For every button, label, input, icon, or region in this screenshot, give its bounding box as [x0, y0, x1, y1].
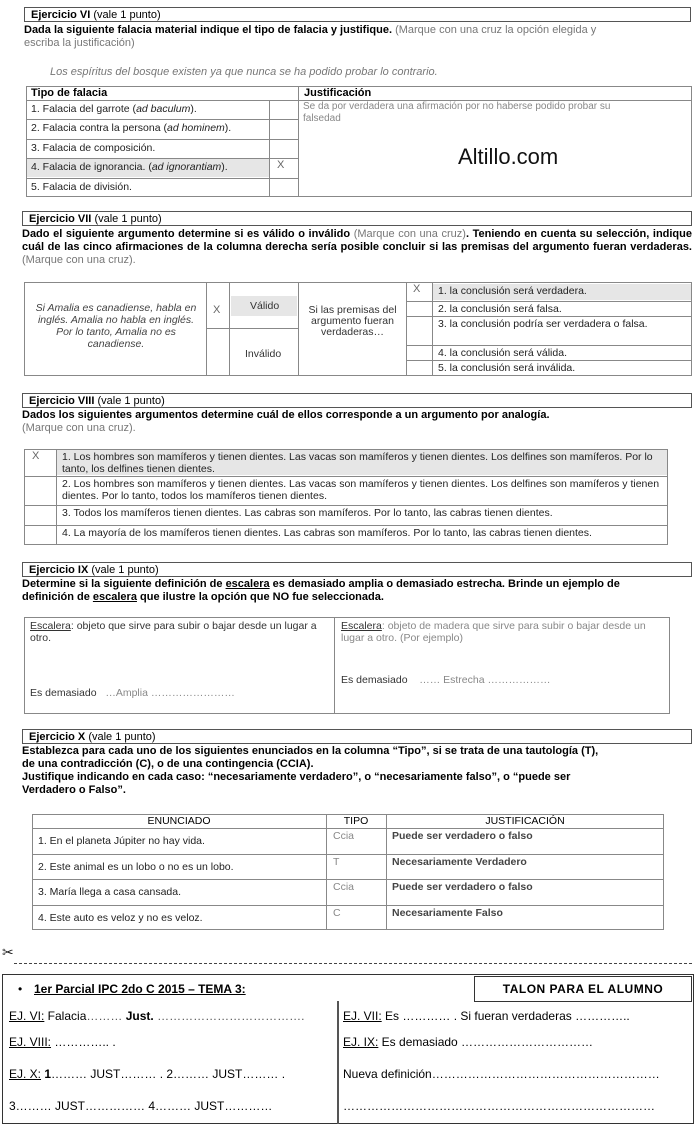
ej10-tipo[interactable]: T — [333, 855, 340, 868]
ej9-right-definition[interactable] — [341, 620, 661, 644]
ej9-right-answer-label: Es demasiado — [341, 674, 408, 686]
ej6-option-text: ). — [224, 122, 232, 135]
ej9-left-definition — [30, 620, 325, 644]
ej6-option-text: ). — [190, 103, 197, 115]
talon-ej7-label: EJ. VII: — [343, 1009, 382, 1023]
ej6-instr-light: (Marque con una cruz la opción elegida y escriba la justificación) — [24, 24, 597, 49]
ej6-option-text: 4. Falacia de ignorancia. ( — [31, 161, 152, 174]
ej10-justificacion[interactable]: Necesariamente Verdadero — [392, 855, 527, 868]
ej7-conclusion-option[interactable]: 3. la conclusión podría ser verdadera o falsa. — [438, 318, 648, 330]
ej7-conclusion-mark[interactable]: X — [413, 283, 421, 295]
divider — [386, 814, 387, 930]
ej10-instructions — [22, 745, 602, 797]
ej8-header-value: (vale 1 punto) — [97, 395, 165, 407]
talon-ej8[interactable] — [9, 1035, 116, 1049]
ej6-option-text: 5. Falacia de división. — [31, 180, 132, 193]
divider — [269, 100, 270, 197]
ej7-header — [22, 211, 692, 226]
ej8-argument-option[interactable]: 1. Los hombres son mamíferos y tienen dientes. Las vacas son mamíferos y tienen dientes. Los delfines son mamíferos. Por lo tanto, los delfines tienen dientes. — [62, 451, 653, 475]
ej10-header — [22, 729, 692, 744]
ej10-col-tipo: TIPO — [343, 815, 369, 827]
ej6-option[interactable] — [31, 181, 132, 193]
ej10-tipo[interactable]: C — [333, 906, 341, 919]
ej9-instr-1: Determine si la siguiente definición de — [22, 578, 226, 590]
ej6-option-text: ). — [221, 161, 228, 174]
talon-ejx-text-1: 1 — [41, 1067, 52, 1081]
talon-ej6-label: EJ. VI: — [9, 1009, 45, 1023]
ej7-instructions — [22, 228, 692, 267]
ej9-left-answer-label: Es demasiado — [30, 687, 97, 699]
ej7-header-title: Ejercicio VII — [29, 213, 92, 225]
talon-ejx-text-2: ……… JUST……… . 2……… JUST……… . — [51, 1067, 286, 1081]
ej6-instructions — [24, 24, 604, 50]
divider — [26, 119, 298, 120]
talon-ej9[interactable] — [343, 1035, 593, 1049]
talon-title: 1er Parcial IPC 2do C 2015 – TEMA 3: — [34, 982, 246, 996]
ej6-option-text: 1. Falacia del garrote ( — [31, 103, 137, 115]
ej6-header — [24, 7, 691, 22]
talon-bullet: • — [18, 982, 23, 996]
ej10-col-just: JUSTIFICACIÓN — [485, 815, 565, 827]
ej7-conclusion-option[interactable]: 1. la conclusión será verdadera. — [438, 285, 587, 297]
ej7-invalid-option[interactable]: Inválido — [245, 348, 282, 360]
ej10-instr-2: Justifique indicando en cada caso: “necesariamente verdadero”, o “necesariamente falso”, o “puede ser Verdadero o Falso”. — [22, 771, 571, 796]
divider — [406, 301, 692, 302]
ej9-header-value: (vale 1 punto) — [91, 564, 159, 576]
ej6-quote: Los espíritus del bosque existen ya que nunca se ha podido probar lo contrario. — [50, 66, 438, 78]
ej10-enunciado: 1. En el planeta Júpiter no hay vida. — [38, 835, 205, 847]
divider — [32, 828, 664, 829]
ej9-left-answer-value: …Amplia …………………… — [105, 687, 235, 699]
ej10-justificacion[interactable]: Necesariamente Falso — [392, 906, 503, 919]
ej9-instructions — [22, 578, 622, 604]
ej7-conclusion-option[interactable]: 5. la conclusión será inválida. — [438, 362, 576, 374]
divider — [24, 505, 668, 506]
divider — [32, 854, 664, 855]
ej10-col-enunciado: ENUNCIADO — [147, 815, 211, 827]
ej8-mark-cell[interactable]: X — [32, 450, 40, 462]
talon-ej9-label: EJ. IX: — [343, 1035, 379, 1049]
divider — [326, 814, 327, 930]
talon-row4-left[interactable]: 3……… JUST…………… 4……… JUST………… — [9, 1099, 273, 1113]
ej10-justificacion[interactable]: Puede ser verdadero o falso — [392, 881, 533, 893]
talon-ej6-just: Just. — [125, 1009, 154, 1023]
divider — [229, 282, 230, 376]
ej6-option[interactable] — [31, 142, 155, 154]
ej6-col-just: Justificación — [304, 87, 372, 99]
divider — [206, 328, 298, 329]
ej9-left-answer[interactable] — [30, 687, 235, 699]
talon-ej8-label: EJ. VIII: — [9, 1035, 52, 1049]
divider — [337, 1001, 339, 1124]
ej7-instr-bold-2: . Teniendo en cuenta su selección, indique cuál de las cinco afirmaciones de la columna derecha sería posible concluir si las premisas del argumento fueran verdaderas. — [22, 228, 692, 253]
ej6-instr-bold: Dada la siguiente falacia material indique el tipo de falacia y justifique. — [24, 24, 392, 36]
ej8-argument-option[interactable]: 2. Los hombres son mamíferos y tienen dientes. Las vacas son mamíferos y tienen dientes. Los delfines son mamíferos y tienen dientes. Por lo tanto, todos los mamíferos tienen dientes. — [62, 478, 660, 502]
ej6-option-latin: ad ignorantiam — [151, 161, 222, 174]
talon-label-box: TALON PARA EL ALUMNO — [474, 976, 692, 1002]
ej6-col-tipo: Tipo de falacia — [31, 87, 108, 99]
ej10-enunciado: 3. María llega a casa cansada. — [38, 886, 182, 898]
ej9-header — [22, 562, 692, 577]
ej7-valid-option[interactable]: Válido — [250, 300, 280, 312]
talon-ej6[interactable] — [9, 1009, 304, 1023]
ej6-option[interactable] — [31, 103, 197, 115]
ej9-instr-2: es demasiado amplia o demasiado estrecha. Brinde un ejemplo de definición de — [22, 578, 620, 603]
divider — [406, 316, 692, 317]
talon-row4-right[interactable]: …………………………………………………………………… — [343, 1099, 655, 1113]
divider — [334, 617, 335, 714]
ej10-header-value: (vale 1 punto) — [88, 731, 156, 743]
ej6-option-text: 3. Falacia de composición. — [31, 141, 156, 154]
ej8-instr-light: (Marque con una cruz). — [22, 422, 136, 434]
talon-ejx[interactable] — [9, 1067, 285, 1081]
ej6-option-latin: ad baculum — [136, 103, 191, 115]
divider — [26, 178, 298, 179]
ej7-conclusion-option[interactable]: 2. la conclusión será falsa. — [438, 303, 562, 315]
ej10-instr: Establezca para cada uno de los siguientes enunciados en la columna “Tipo”, si se trata de una tautología (T), de una contradicción (C), o de una contingencia (CCIA). — [22, 745, 599, 770]
ej8-instructions — [22, 409, 692, 435]
divider — [298, 86, 299, 197]
ej10-justificacion[interactable]: Puede ser verdadero o falso — [392, 830, 533, 842]
ej9-instr-3: que ilustre la opción que NO fue seleccionada. — [136, 591, 384, 603]
ej6-option-latin: ad hominem — [167, 122, 225, 135]
ej8-header — [22, 393, 692, 408]
ej6-mark-cell[interactable]: X — [277, 159, 285, 172]
ej6-header-title: Ejercicio VI — [31, 9, 91, 21]
talon-nueva-definicion[interactable]: Nueva definición………………………………………………… — [343, 1067, 660, 1081]
ej7-instr-bold-1: Dado el siguiente argumento determine si es válido o inválido — [22, 228, 351, 240]
ej10-enunciado: 2. Este animal es un lobo o no es un lobo. — [38, 860, 234, 873]
ej6-option[interactable] — [31, 161, 228, 173]
ej8-argument-option[interactable]: 4. La mayoría de los mamíferos tienen dientes. Las cabras son mamíferos. Por lo tanto, las cabras tienen dientes. — [62, 527, 592, 539]
divider — [26, 139, 298, 140]
ej8-header-title: Ejercicio VIII — [29, 395, 95, 407]
ej9-left-def: : objeto que sirve para subir o bajar desde un lugar a otro. — [30, 620, 317, 644]
ej7-argument: Si Amalia es canadiense, habla en inglés. Amalia no habla en inglés. Por lo tanto, Amalia no es canadiense. — [35, 302, 197, 350]
divider — [32, 879, 664, 880]
ej7-instr-light-1: (Marque con una cruz) — [353, 228, 466, 240]
divider — [206, 282, 207, 376]
ej9-right-answer[interactable] — [341, 674, 551, 686]
ej9-right-label: Escalera — [341, 620, 382, 632]
ej6-justification[interactable]: Se da por verdadera una afirmación por no haberse podido probar su falsedad — [303, 101, 611, 124]
ej7-conclusion-option[interactable]: 4. la conclusión será válida. — [438, 347, 567, 359]
divider — [298, 282, 299, 376]
scissors-icon: ✂ — [2, 944, 14, 960]
ej10-header-title: Ejercicio X — [29, 731, 86, 743]
divider — [406, 282, 407, 376]
talon-ej6-dots: ……… — [86, 1009, 126, 1023]
ej10-enunciado: 4. Este auto es veloz y no es veloz. — [38, 911, 203, 924]
talon-ej9-text: Es demasiado …………………………… — [378, 1035, 594, 1049]
talon-ejx-label: EJ. X: — [9, 1067, 42, 1081]
cut-line — [14, 963, 692, 964]
ej6-option-text: 2. Falacia contra la persona ( — [31, 122, 167, 135]
talon-ej6-text: Falacia — [44, 1009, 87, 1023]
divider — [406, 360, 692, 361]
ej9-left-label: Escalera — [30, 620, 71, 632]
ej8-argument-option[interactable]: 3. Todos los mamíferos tienen dientes. Las cabras son mamíferos. Por lo tanto, las cabras tienen dientes. — [62, 507, 553, 519]
ej10-tipo[interactable]: Ccia — [333, 881, 355, 893]
ej9-right-def: : objeto de madera que sirve para subir o bajar desde un lugar a otro. (Por ejemplo) — [341, 620, 646, 644]
talon-ej7[interactable] — [343, 1009, 630, 1023]
watermark: Altillo.com — [458, 144, 559, 169]
ej7-valid-mark[interactable]: X — [213, 304, 221, 316]
talon-ej8-text: ………….. . — [51, 1035, 116, 1049]
ej6-option[interactable] — [31, 122, 231, 134]
ej8-instr-bold: Dados los siguientes argumentos determine cuál de ellos corresponde a un argumento por analogía. — [22, 409, 550, 421]
ej10-tipo[interactable]: Ccia — [333, 830, 355, 842]
talon-ej7-text: Es ………… . Si fueran verdaderas ………….. — [381, 1009, 630, 1023]
divider — [24, 476, 668, 477]
divider — [24, 525, 668, 526]
ej9-instr-word: escalera — [92, 591, 137, 603]
ej7-header-value: (vale 1 punto) — [94, 213, 162, 225]
ej9-right-answer-value: …… Estrecha ……………… — [419, 674, 551, 686]
ej9-header-title: Ejercicio IX — [29, 564, 89, 576]
talon-ej6-dots: ………………………………. — [153, 1009, 305, 1023]
ej7-instr-light-2: (Marque con una cruz). — [22, 254, 136, 266]
divider — [32, 905, 664, 906]
ej7-premisas: Si las premisas del argumento fueran verdaderas… — [308, 304, 397, 338]
divider — [406, 345, 692, 346]
ej9-instr-word: escalera — [225, 578, 270, 590]
ej6-header-value: (vale 1 punto) — [93, 9, 161, 21]
